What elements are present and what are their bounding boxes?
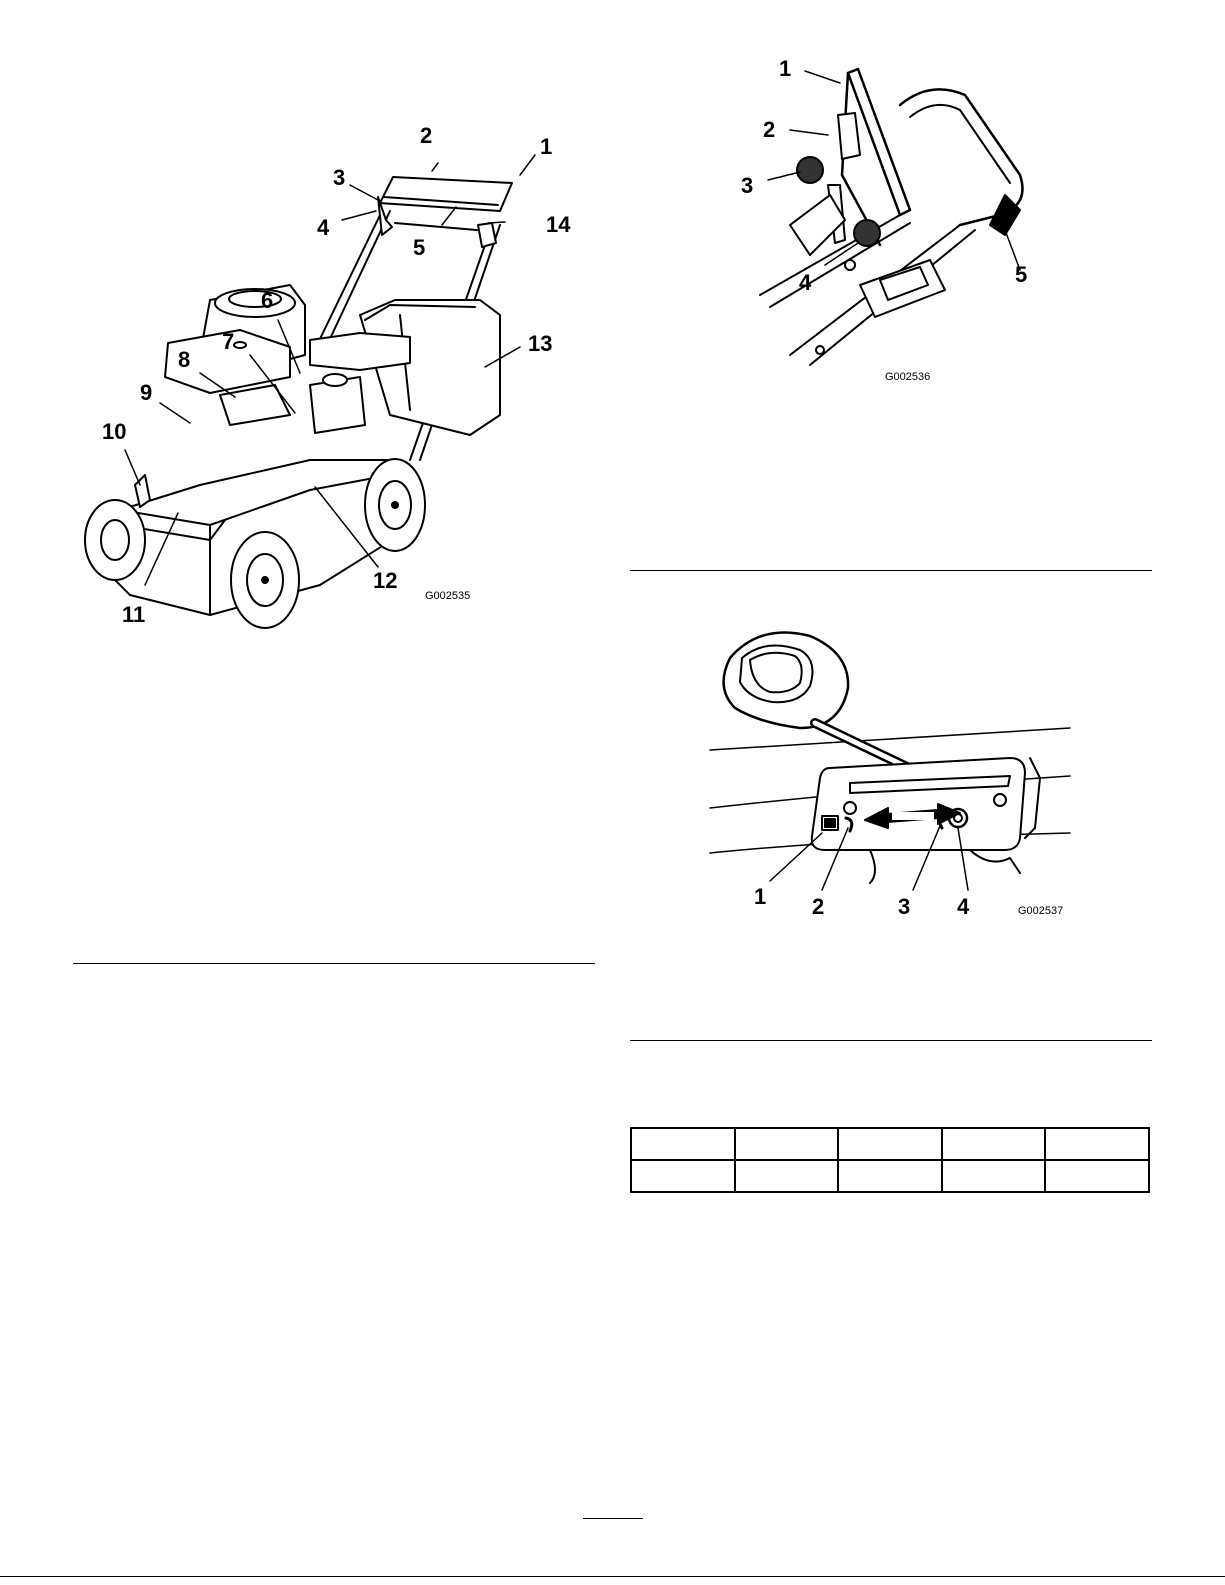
callout-2: 2 [812,894,825,919]
table-row [631,1128,1149,1160]
callout-2: 2 [763,117,776,142]
callout-3: 3 [333,165,346,190]
figure-id: G002535 [425,590,471,602]
figure-id: G002537 [1018,905,1064,917]
table-cell [735,1128,839,1160]
callout-5: 5 [413,235,426,260]
figure-handle-controls [730,55,1060,395]
callout-11: 11 [122,602,146,627]
footer-rule [0,1576,1225,1577]
table-cell [631,1128,735,1160]
section-rule-left [73,963,595,964]
mower-illustration [60,115,600,635]
callout-4: 4 [317,215,330,240]
callout-4: 4 [957,894,970,919]
callout-4: 4 [799,270,812,295]
callout-9: 9 [140,380,153,405]
table-cell [838,1160,942,1192]
callout-1: 1 [754,884,767,909]
callout-14: 14 [546,212,571,237]
table-cell [735,1160,839,1192]
callout-10: 10 [102,419,127,444]
table-row [631,1160,1149,1192]
callout-6: 6 [261,288,274,313]
spec-table [630,1127,1150,1193]
callout-2: 2 [420,123,433,148]
callout-12: 12 [373,568,398,593]
callout-7: 7 [222,329,235,354]
callout-3: 3 [741,173,754,198]
table-cell [942,1128,1046,1160]
table-cell [1045,1128,1149,1160]
callout-13: 13 [528,331,553,356]
page-number-rule [583,1518,643,1519]
section-rule-2 [630,1040,1152,1041]
callout-8: 8 [178,347,191,372]
callout-3: 3 [898,894,911,919]
callout-1: 1 [540,134,553,159]
handle-controls-illustration [730,55,1060,395]
table-cell [942,1160,1046,1192]
table-cell [838,1128,942,1160]
callout-1: 1 [779,56,792,81]
table-cell [1045,1160,1149,1192]
table-cell [631,1160,735,1192]
callout-5: 5 [1015,262,1028,287]
section-rule-1 [630,570,1152,571]
figure-id: G002536 [885,371,931,383]
shift-lever-illustration [710,628,1080,928]
figure-mower-overview [60,115,600,635]
figure-shift-lever [710,628,1080,928]
